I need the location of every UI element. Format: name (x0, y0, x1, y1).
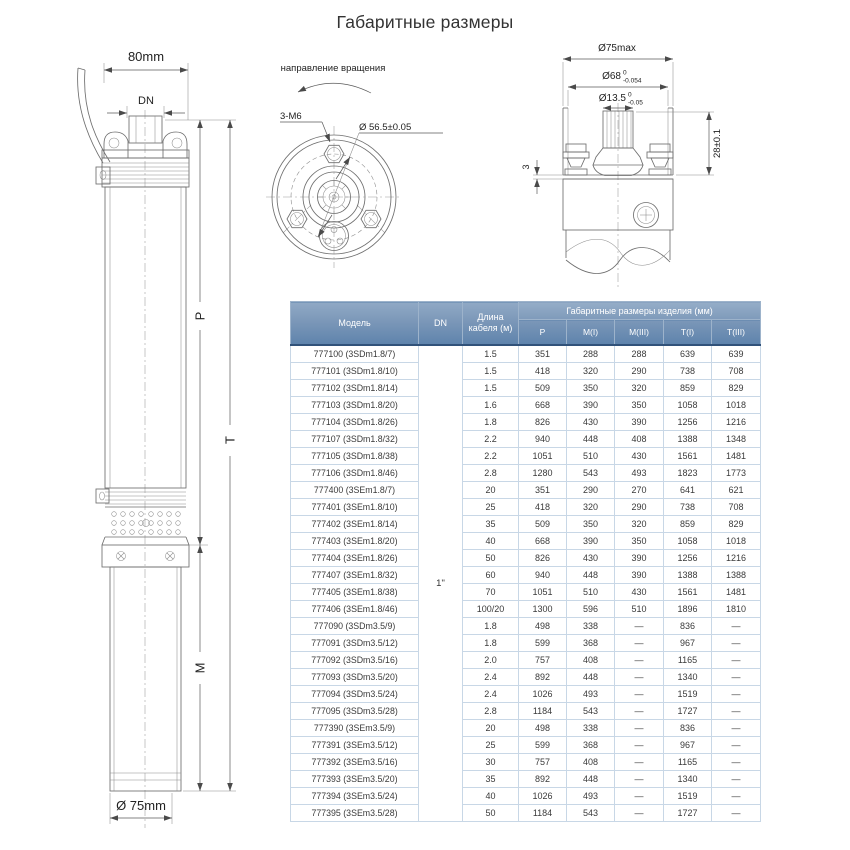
value-cell: 390 (615, 567, 664, 584)
value-cell: 892 (519, 669, 567, 686)
value-cell: 20 (463, 720, 519, 737)
model-cell: 777101 (3SDm1.8/10) (291, 363, 419, 380)
table-row (291, 533, 761, 550)
value-cell: 940 (519, 567, 567, 584)
pump-side-view-drawing (78, 49, 238, 828)
value-cell: 738 (664, 499, 712, 516)
table-row (291, 431, 761, 448)
value-cell: 320 (615, 516, 664, 533)
value-cell: 368 (567, 635, 615, 652)
table-row (291, 567, 761, 584)
value-cell: — (615, 771, 664, 788)
value-cell: 288 (567, 345, 615, 363)
value-cell: 1026 (519, 788, 567, 805)
value-cell: 826 (519, 414, 567, 431)
value-cell: — (615, 754, 664, 771)
value-cell: 350 (567, 380, 615, 397)
col-header-cable: Длина кабеля (м) (463, 302, 519, 346)
value-cell: 829 (712, 516, 761, 533)
table-row (291, 550, 761, 567)
outer-diameter-label: Ø75max (598, 43, 636, 54)
model-cell: 777090 (3SDm3.5/9) (291, 618, 419, 635)
value-cell: 1184 (519, 703, 567, 720)
value-cell: 1481 (712, 584, 761, 601)
m-dim-label: M (192, 662, 208, 674)
value-cell: 1.6 (463, 397, 519, 414)
model-cell: 777092 (3SDm3.5/16) (291, 652, 419, 669)
value-cell: 368 (567, 737, 615, 754)
model-cell: 777093 (3SDm3.5/20) (291, 669, 419, 686)
value-cell: 1481 (712, 448, 761, 465)
table-row (291, 754, 761, 771)
value-cell: 2.2 (463, 448, 519, 465)
dn-label: DN (138, 95, 154, 107)
table-row (291, 737, 761, 754)
spec-table-body (291, 345, 761, 822)
value-cell: 390 (567, 533, 615, 550)
value-cell: 50 (463, 805, 519, 822)
value-cell: 290 (567, 482, 615, 499)
value-cell: — (712, 754, 761, 771)
model-cell: 777394 (3SEm3.5/24) (291, 788, 419, 805)
value-cell: 1.8 (463, 635, 519, 652)
value-cell: 1026 (519, 686, 567, 703)
value-cell: — (712, 618, 761, 635)
value-cell: 320 (567, 499, 615, 516)
value-cell: — (712, 635, 761, 652)
value-cell: 390 (567, 397, 615, 414)
value-cell: 1388 (712, 567, 761, 584)
table-row (291, 686, 761, 703)
model-cell: 777105 (3SDm1.8/38) (291, 448, 419, 465)
value-cell: 639 (712, 345, 761, 363)
value-cell: 826 (519, 550, 567, 567)
value-cell: 351 (519, 345, 567, 363)
table-row (291, 499, 761, 516)
value-cell: 621 (712, 482, 761, 499)
value-cell: 1018 (712, 397, 761, 414)
value-cell: 390 (615, 414, 664, 431)
spline-height-label: 28±0.1 (712, 129, 723, 158)
shaft-tol-upper: 0 (628, 91, 632, 99)
hub-diameter-label: Ø68 (602, 71, 621, 82)
model-cell: 777393 (3SEm3.5/20) (291, 771, 419, 788)
value-cell: 338 (567, 720, 615, 737)
model-cell: 777390 (3SEm3.5/9) (291, 720, 419, 737)
model-cell: 777405 (3SEm1.8/38) (291, 584, 419, 601)
table-row (291, 618, 761, 635)
value-cell: 350 (567, 516, 615, 533)
model-cell: 777406 (3SEm1.8/46) (291, 601, 419, 618)
value-cell: 50 (463, 550, 519, 567)
value-cell: 1300 (519, 601, 567, 618)
value-cell: — (615, 652, 664, 669)
value-cell: 543 (567, 703, 615, 720)
value-cell: 829 (712, 380, 761, 397)
value-cell: 967 (664, 737, 712, 754)
table-row (291, 771, 761, 788)
value-cell: 1727 (664, 805, 712, 822)
value-cell: 859 (664, 516, 712, 533)
value-cell: 1.5 (463, 380, 519, 397)
value-cell: — (615, 669, 664, 686)
value-cell: 1184 (519, 805, 567, 822)
value-cell: 60 (463, 567, 519, 584)
value-cell: 1058 (664, 397, 712, 414)
value-cell: 1823 (664, 465, 712, 482)
value-cell: 708 (712, 499, 761, 516)
value-cell: 940 (519, 431, 567, 448)
hub-tol-lower: -0.054 (623, 77, 642, 85)
value-cell: — (615, 618, 664, 635)
value-cell: 448 (567, 431, 615, 448)
value-cell: 2.2 (463, 431, 519, 448)
value-cell: 1165 (664, 754, 712, 771)
rotation-top-view-drawing (266, 63, 443, 268)
value-cell: 757 (519, 652, 567, 669)
model-cell: 777104 (3SDm1.8/26) (291, 414, 419, 431)
value-cell: 599 (519, 635, 567, 652)
value-cell: 859 (664, 380, 712, 397)
value-cell: 1051 (519, 448, 567, 465)
table-row (291, 635, 761, 652)
gap-dim-label: 3 (521, 164, 531, 170)
col-header-dn: DN (419, 302, 463, 346)
value-cell: 1561 (664, 584, 712, 601)
table-row (291, 448, 761, 465)
col-header-m1: M(I) (567, 320, 615, 346)
value-cell: — (615, 805, 664, 822)
col-header-dims-group: Габаритные размеры изделия (мм) (519, 302, 761, 320)
value-cell: 510 (615, 601, 664, 618)
table-header (291, 302, 761, 346)
value-cell: 543 (567, 465, 615, 482)
model-cell: 777106 (3SDm1.8/46) (291, 465, 419, 482)
value-cell: 668 (519, 397, 567, 414)
value-cell: 2.4 (463, 669, 519, 686)
table-row (291, 465, 761, 482)
table-row (291, 397, 761, 414)
value-cell: 510 (567, 448, 615, 465)
value-cell: 418 (519, 363, 567, 380)
value-cell: 1388 (664, 567, 712, 584)
value-cell: 1058 (664, 533, 712, 550)
value-cell: — (615, 703, 664, 720)
bottom-diameter-label: Ø 75mm (116, 798, 166, 813)
spline-shaft-lines (607, 111, 631, 148)
model-cell: 777407 (3SEm1.8/32) (291, 567, 419, 584)
value-cell: 498 (519, 618, 567, 635)
table-row (291, 652, 761, 669)
hub-tol-upper: 0 (623, 69, 627, 77)
model-cell: 777100 (3SDm1.8/7) (291, 345, 419, 363)
dimensions-table (290, 301, 761, 822)
value-cell: 40 (463, 788, 519, 805)
rotation-direction-label: направление вращения (280, 63, 386, 74)
inlet-holes (112, 512, 181, 535)
shaft-end-view-drawing (521, 43, 723, 290)
col-header-m3: M(III) (615, 320, 664, 346)
table-row (291, 380, 761, 397)
value-cell: 1051 (519, 584, 567, 601)
value-cell: 320 (567, 363, 615, 380)
value-cell: 510 (567, 584, 615, 601)
value-cell: 498 (519, 720, 567, 737)
value-cell: 1561 (664, 448, 712, 465)
table-row (291, 584, 761, 601)
value-cell: 430 (615, 584, 664, 601)
value-cell: 2.0 (463, 652, 519, 669)
pitch-diameter-label: Ø 56.5±0.05 (359, 122, 412, 133)
value-cell: 351 (519, 482, 567, 499)
value-cell: 708 (712, 363, 761, 380)
model-cell: 777091 (3SDm3.5/12) (291, 635, 419, 652)
value-cell: 408 (567, 754, 615, 771)
value-cell: 35 (463, 516, 519, 533)
value-cell: 668 (519, 533, 567, 550)
table-row (291, 669, 761, 686)
value-cell: 1018 (712, 533, 761, 550)
value-cell: 1727 (664, 703, 712, 720)
model-cell: 777395 (3SEm3.5/28) (291, 805, 419, 822)
value-cell: 350 (615, 533, 664, 550)
value-cell: — (712, 652, 761, 669)
table-row (291, 482, 761, 499)
shaft-diameter-label: Ø13.5 (598, 93, 626, 104)
value-cell: 967 (664, 635, 712, 652)
value-cell: 757 (519, 754, 567, 771)
model-cell: 777391 (3SEm3.5/12) (291, 737, 419, 754)
table-row (291, 363, 761, 380)
value-cell: — (712, 686, 761, 703)
model-cell: 777392 (3SEm3.5/16) (291, 754, 419, 771)
model-cell: 777107 (3SDm1.8/32) (291, 431, 419, 448)
value-cell: — (615, 686, 664, 703)
value-cell: 892 (519, 771, 567, 788)
value-cell: 1256 (664, 414, 712, 431)
col-header-model: Модель (291, 302, 419, 346)
bolt-pattern-label: 3-M6 (280, 111, 302, 122)
value-cell: 430 (567, 550, 615, 567)
value-cell: — (615, 737, 664, 754)
value-cell: 100/20 (463, 601, 519, 618)
value-cell: 2.8 (463, 703, 519, 720)
t-dim-label: T (222, 436, 238, 444)
page-title: Габаритные размеры (336, 12, 514, 32)
value-cell: 408 (567, 652, 615, 669)
value-cell: 1.5 (463, 345, 519, 363)
value-cell: 25 (463, 737, 519, 754)
value-cell: — (712, 788, 761, 805)
table-row (291, 788, 761, 805)
col-header-t3: T(III) (712, 320, 761, 346)
value-cell: 1340 (664, 771, 712, 788)
table-row (291, 720, 761, 737)
value-cell: 448 (567, 771, 615, 788)
value-cell: — (712, 805, 761, 822)
value-cell: 1810 (712, 601, 761, 618)
value-cell: 599 (519, 737, 567, 754)
value-cell: 1216 (712, 414, 761, 431)
table-row (291, 601, 761, 618)
table-row (291, 805, 761, 822)
model-cell: 777404 (3SEm1.8/26) (291, 550, 419, 567)
value-cell: 40 (463, 533, 519, 550)
value-cell: 2.8 (463, 465, 519, 482)
value-cell: 1388 (664, 431, 712, 448)
value-cell: 1216 (712, 550, 761, 567)
model-cell: 777094 (3SDm3.5/24) (291, 686, 419, 703)
value-cell: 270 (615, 482, 664, 499)
value-cell: 35 (463, 771, 519, 788)
value-cell: 430 (615, 448, 664, 465)
table-row (291, 414, 761, 431)
width-80mm-label: 80mm (127, 49, 165, 64)
model-cell: 777401 (3SEm1.8/10) (291, 499, 419, 516)
value-cell: 1519 (664, 686, 712, 703)
value-cell: 543 (567, 805, 615, 822)
model-cell: 777102 (3SDm1.8/14) (291, 380, 419, 397)
table-row (291, 516, 761, 533)
value-cell: 1519 (664, 788, 712, 805)
value-cell: 509 (519, 380, 567, 397)
value-cell: 509 (519, 516, 567, 533)
value-cell: — (712, 669, 761, 686)
value-cell: — (712, 720, 761, 737)
value-cell: 1280 (519, 465, 567, 482)
value-cell: 639 (664, 345, 712, 363)
value-cell: 350 (615, 397, 664, 414)
value-cell: 1.8 (463, 618, 519, 635)
table-row (291, 345, 761, 363)
value-cell: — (712, 703, 761, 720)
value-cell: 1340 (664, 669, 712, 686)
p-dim-label: P (192, 311, 208, 321)
value-cell: — (712, 737, 761, 754)
rotation-arrow (298, 83, 371, 93)
table-row (291, 703, 761, 720)
value-cell: 418 (519, 499, 567, 516)
value-cell: 338 (567, 618, 615, 635)
model-cell: 777095 (3SDm3.5/28) (291, 703, 419, 720)
model-cell: 777403 (3SEm1.8/20) (291, 533, 419, 550)
value-cell: 1256 (664, 550, 712, 567)
value-cell: 20 (463, 482, 519, 499)
value-cell: 2.4 (463, 686, 519, 703)
value-cell: 1165 (664, 652, 712, 669)
value-cell: 448 (567, 669, 615, 686)
value-cell: 836 (664, 720, 712, 737)
value-cell: 288 (615, 345, 664, 363)
value-cell: 493 (615, 465, 664, 482)
value-cell: — (615, 720, 664, 737)
value-cell: 738 (664, 363, 712, 380)
value-cell: 1348 (712, 431, 761, 448)
model-cell: 777400 (3SEm1.8/7) (291, 482, 419, 499)
value-cell: 1.8 (463, 414, 519, 431)
model-cell: 777402 (3SEm1.8/14) (291, 516, 419, 533)
value-cell: 70 (463, 584, 519, 601)
value-cell: 408 (615, 431, 664, 448)
shaft-tol-lower: -0.05 (628, 99, 643, 107)
col-header-t1: T(I) (664, 320, 712, 346)
value-cell: 1896 (664, 601, 712, 618)
value-cell: 430 (567, 414, 615, 431)
value-cell: 290 (615, 363, 664, 380)
value-cell: 641 (664, 482, 712, 499)
value-cell: 30 (463, 754, 519, 771)
value-cell: — (615, 635, 664, 652)
dn-value-cell: 1" (419, 345, 463, 822)
model-cell: 777103 (3SDm1.8/20) (291, 397, 419, 414)
value-cell: 596 (567, 601, 615, 618)
value-cell: 25 (463, 499, 519, 516)
col-header-p: P (519, 320, 567, 346)
value-cell: — (615, 788, 664, 805)
value-cell: 448 (567, 567, 615, 584)
value-cell: 320 (615, 380, 664, 397)
value-cell: 1.5 (463, 363, 519, 380)
value-cell: 493 (567, 788, 615, 805)
value-cell: 1773 (712, 465, 761, 482)
value-cell: 390 (615, 550, 664, 567)
value-cell: 493 (567, 686, 615, 703)
value-cell: 290 (615, 499, 664, 516)
value-cell: 836 (664, 618, 712, 635)
value-cell: — (712, 771, 761, 788)
